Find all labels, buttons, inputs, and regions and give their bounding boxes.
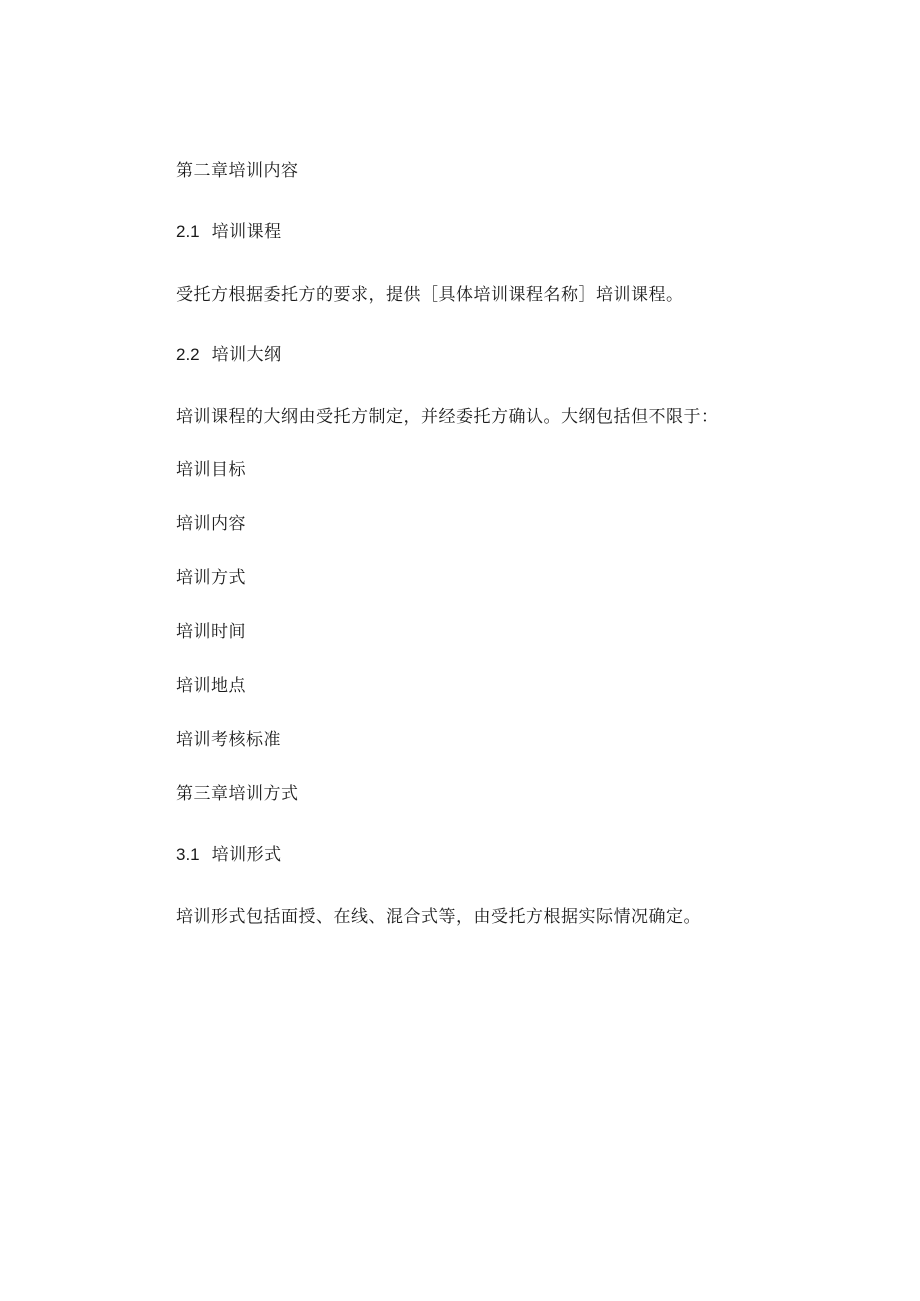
chapter-3-heading: 第三章培训方式 <box>176 784 299 804</box>
outline-item: 培训目标 <box>176 460 246 480</box>
section-2-1-body: 受托方根据委托方的要求，提供［具体培训课程名称］培训课程。 <box>176 285 684 305</box>
section-number: 2.1 <box>176 222 200 241</box>
outline-item: 培训内容 <box>176 514 246 534</box>
section-2-1-heading <box>176 220 282 244</box>
section-3-1-body: 培训形式包括面授、在线、混合式等，由受托方根据实际情况确定。 <box>176 907 701 927</box>
section-title: 培训大纲 <box>211 345 282 365</box>
section-3-1-heading <box>176 843 282 867</box>
chapter-2-heading: 第二章培训内容 <box>176 161 299 181</box>
outline-item: 培训考核标准 <box>176 730 281 750</box>
section-2-2-body: 培训课程的大纲由受托方制定，并经委托方确认。大纲包括但不限于： <box>176 407 719 427</box>
outline-item: 培训时间 <box>176 622 246 642</box>
section-number: 2.2 <box>176 345 200 364</box>
section-title: 培训课程 <box>211 222 282 242</box>
section-2-2-heading <box>176 343 282 367</box>
section-title: 培训形式 <box>211 845 282 865</box>
section-number: 3.1 <box>176 845 200 864</box>
outline-item: 培训地点 <box>176 676 246 696</box>
outline-item: 培训方式 <box>176 568 246 588</box>
